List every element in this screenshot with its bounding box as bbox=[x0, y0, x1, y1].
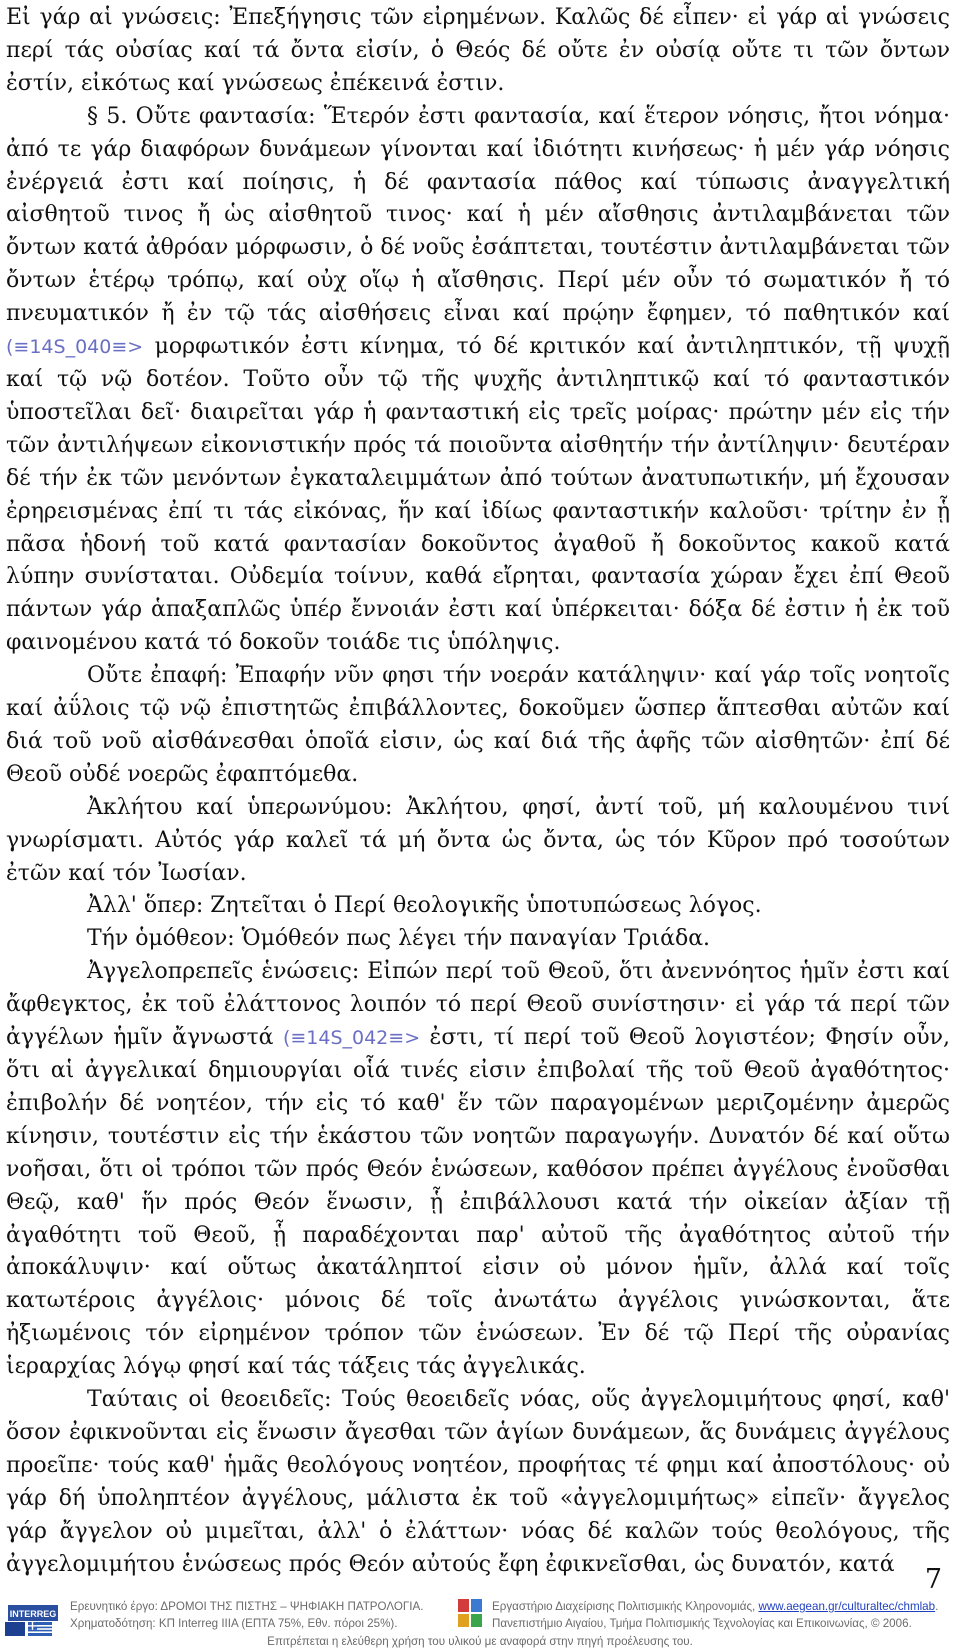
paragraph bbox=[6, 2, 950, 101]
paragraph-text: ἐστι, τί περί τοῦ Θεοῦ λογιστέον; Φησίν οὖν, ὅτι αἱ ἀγγελικαί δημιουργίαι οἷά τινές εἰσιν ἐπιβολαί τῆς τοῦ Θεοῦ ἀγαθότητος· ἐπιβολήν δέ νοητέον, τήν εἰς τό καθ' ἕν τῶν παραγομένων μεριζομένην ἀμερῶς κίνησιν, τουτέστιν εἰς τήν ἑκάστου τῶν νοητῶν παραγωγήν. Δυνατόν δέ καί οὕτω νοῆσαι, ὅτι οἱ τρόποι τῶν πρός Θεόν ἑνώσεων, καθόσον πρέπει ἀγγέλους ἑνοῦσθαι Θεῷ, καθ' ἥν πρός Θεόν ἕνωσιν, ᾗ ἐπιβάλλουσι κατά τήν οἰκείαν ἀξίαν τῇ ἀγαθότητι τοῦ Θεοῦ, ᾗ παραδέχονται παρ' αὐτοῦ τῆς ἀγαθότητος αὐτοῦ τήν ἀποκάλυψιν· καί οὕτως ἀκατάληπτοί εἰσιν οὐ μόνον ἡμῖν, ἀλλά καί τοῖς κατωτέροις ἀγγέλοις· μόνοις δέ τοῖς ἀνωτάτω ἀγγέλοις γινώσκονται, ἅτε ἠξιωμένοις τόν εἰρημένον τρόπον τῶν ἑνώσεων. Ἐν δέ τῷ Περί τῆς οὐρανίας ἱεραρχίας λόγῳ φησί καί τάς τάξεις τάς ἀγγελικάς. bbox=[6, 1025, 950, 1380]
paragraph-text: Ἀκλήτου καί ὑπερωνύμου: Ἀκλήτου, φησί, ἀντί τοῦ, μή καλουμένου τινί γνωρίσματι. Αὐτός γάρ καλεῖ τά μή ὄντα ὡς ὄντα, ὡς τόν Κῦρον πρό τοσούτων ἐτῶν καί τόν Ἰωσίαν. bbox=[6, 794, 950, 886]
paragraph bbox=[6, 660, 950, 792]
footer-lab-link[interactable]: www.aegean.gr/culturaltec/chmlab bbox=[758, 1600, 936, 1613]
paragraph-text: § 5. Οὔτε φαντασία: Ἕτερόν ἐστι φαντασία, καί ἕτερον νόησις, ἤτοι νόημα· ἀπό τε γάρ διαφόρων δυνάμεων γίνονται καί ἰδιότητι κινήσεως· ἡ μέν γάρ νόησις ἐνέργειά ἐστι καί ποίησις, ἡ δέ φαντασία πάθος καί τύπωσις ἀναγγελτική αἰσθητοῦ τινος ἤ ὡς αἰσθητοῦ τινος· καί ἡ μέν αἴσθησις ἀντιλαμβάνεται τῶν ὄντων κατά ἀθρόαν μόρφωσιν, ὁ δέ νοῦς ἐσάπτεται, τουτέστιν ἀντιλαμβάνεται τῶν ὄντων ἑτέρῳ τρόπῳ, καί οὐχ οἵῳ ἡ αἴσθησις. Περί μέν οὖν τό σωματικόν ἤ τό πνευματικόν ἤ ἐν τῷ τάς αἰσθήσεις εἶναι καί πρῴην ἔφημεν, τό παθητικόν καί bbox=[6, 103, 950, 327]
footer-funding: Χρηματοδότηση: ΚΠ Interreg IIIA (ΕΠΤΑ 75%, Εθν. πόροι 25%). bbox=[70, 1617, 398, 1630]
page-reference-marker: (≡14S_042≡> bbox=[282, 1027, 421, 1050]
paragraph-text: Οὔτε ἐπαφή: Ἐπαφήν νῦν φησι τήν νοεράν κατάληψιν· καί γάρ τοῖς νοητοῖς καί ἀΰλοις τῷ νῷ ἐπιστητῶς ἐπιβάλλοντες, δοκοῦμεν ὥσπερ ἅπτεσθαι αὐτῶν καί διά τοῦ νοῦ αἰσθάνεσθαι ὁποῖά εἰσιν, ὡς καί διά τῆς ἁφῆς τῶν αἰσθητῶν· ἐπί δέ Θεοῦ οὐδέ νοερῶς ἐφαπτόμεθα. bbox=[6, 663, 950, 787]
footer-lab bbox=[492, 1600, 938, 1613]
paragraph bbox=[6, 792, 950, 891]
greek-flag-icon bbox=[28, 1622, 52, 1636]
footer-lab-end: . bbox=[935, 1600, 939, 1613]
footer-university: Πανεπιστήμιο Αιγαίου, Τμήμα Πολιτισμικής Τεχνολογίας και Επικοινωνίας, © 2006. bbox=[492, 1617, 912, 1630]
paragraph-text: Ἀλλ' ὅπερ: Ζητεῖται ὁ Περί θεολογικῆς ὑποτυπώσεως λόγος. bbox=[87, 893, 762, 919]
paragraph-text: μορφωτικόν ἐστι κίνημα, τό δέ κριτικόν καί ἀντιληπτικόν, τῇ ψυχῇ καί τῷ νῷ δοτέον. Τοῦτο οὖν τῷ τῆς ψυχῆς ἀντιληπτικῷ καί τό φανταστικόν ὑποστεῖλαι δεῖ· διαιρεῖται γάρ ἡ φανταστική εἰς τρεῖς μοίρας· πρώτην μέν εἰς τήν τῶν ἀντιλήψεων εἰκονιστικήν πρός τά ποιοῦντα αἰσθητήν τήν ἀντίληψιν· δευτέραν δέ τήν ἐκ τῶν μενόντων ἐγκαταλειμμάτων ἀπό τούτων ἀνατυπωτικήν, μή ἔχουσαν ἐρηρεισμένας ἐπί τι τάς εἰκόνας, ἥν καί ἰδίως φανταστικήν καλοῦσι· τρίτην ἐν ᾗ πᾶσα ἡδονή τοῦ κατά φαντασίαν δοκοῦντος ἀγαθοῦ ἤ δοκοῦντος κακοῦ κατά λύπην συνίσταται. Οὐδεμία τοίνυν, καθά εἴρηται, φαντασία χώραν ἔχει ἐπί Θεοῦ πάντων γάρ ἁπαξαπλῶς ὑπέρ ἔννοιάν ἐστι καί ὑπέρκειται· δόξα δέ ἐστιν ἡ ἐκ τοῦ φαινομένου κατά τό δοκοῦν τοιάδε τις ὑπόληψις. bbox=[6, 334, 950, 656]
eu-flag-icon bbox=[5, 1622, 25, 1636]
paragraph bbox=[6, 923, 950, 956]
page-reference-marker: (≡14S_040≡> bbox=[6, 336, 144, 359]
main-text bbox=[6, 2, 950, 1582]
footer-lab-text: Εργαστήριο Διαχείρισης Πολιτισμικής Κληρονομιάς, bbox=[492, 1600, 759, 1613]
svg-text:INTERREG: INTERREG bbox=[9, 1609, 57, 1619]
paragraph-text: Τήν ὁμόθεον: Ὁμόθεόν πως λέγει τήν παναγίαν Τριάδα. bbox=[87, 926, 711, 952]
paragraph-text: Ταύταις οἱ θεοειδεῖς: Τούς θεοειδεῖς νόας, οὕς ἀγγελομιμήτους φησί, καθ' ὅσον ἐφικνοῦνται εἰς ἕνωσιν ἄγεσθαι τῶν ἁγίων δυνάμεων, ἅς δυνάμεις ἀγγέλους προεῖπε· τούς καθ' ἡμᾶς θεολόγους νοητέον, προφήτας τέ φημι καί ἀποστόλους· οὐ γάρ δή ὑποληπτέον ἀγγέλους, μάλιστα ἐκ τοῦ «ἀγγελομιμήτως» εἰπεῖν· ἄγγελος γάρ ἄγγελον οὐ μιμεῖται, ἀλλ' ὁ ἐλάττων· νόας δέ καλῶν τούς θεολόγους, τῆς ἀγγελομιμήτου ἑνώσεως πρός Θεόν αὐτούς ἔφη ἐφικνεῖσθαι, ὡς δυνατόν, κατά bbox=[6, 1387, 950, 1577]
paragraph bbox=[6, 956, 950, 1384]
paragraph-text: Ἀγγελοπρεπεῖς ἑνώσεις: Εἰπών περί τοῦ Θεοῦ, ὅτι ἀνεννόητος ἡμῖν ἐστι καί ἄφθεγκτος, ἐκ τοῦ ἐλάττονος λοιπόν τό περί Θεοῦ συνίστησιν· εἰ γάρ τά περί τῶν ἀγγέλων ἡμῖν ἄγνωστά bbox=[6, 959, 950, 1051]
paragraph-text: Εἰ γάρ αἱ γνώσεις: Ἐπεξήγησις τῶν εἰρημένων. Καλῶς δέ εἶπεν· εἰ γάρ αἱ γνώσεις περί τάς οὐσίας καί τά ὄντα εἰσίν, ὁ Θεός δέ οὔτε ἐν οὐσίᾳ οὔτε τι τῶν ὄντων ἐστίν, εἰκότως καί γνώσεως ἐπέκεινά ἐστιν. bbox=[6, 5, 950, 96]
paragraph bbox=[6, 101, 950, 660]
paragraph bbox=[6, 890, 950, 923]
paragraph bbox=[6, 1384, 950, 1581]
footer bbox=[0, 1595, 960, 1651]
lab-logo-icon bbox=[458, 1599, 482, 1627]
page-number: 7 bbox=[924, 1564, 942, 1595]
footer-license: Επιτρέπεται η ελεύθερη χρήση του υλικού με αναφορά στην πηγή προέλευσης του. bbox=[267, 1635, 693, 1648]
footer-project: Ερευνητικό έργο: ΔΡΟΜΟΙ ΤΗΣ ΠΙΣΤΗΣ – ΨΗΦΙΑΚΗ ΠΑΤΡΟΛΟΓΙΑ. bbox=[70, 1600, 424, 1613]
